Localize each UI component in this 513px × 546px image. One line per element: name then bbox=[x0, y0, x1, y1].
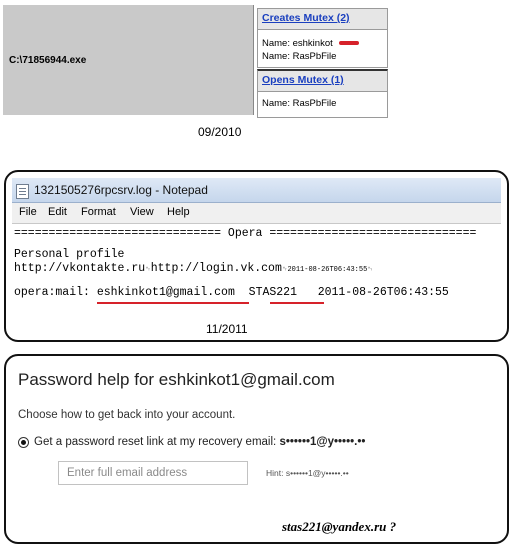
menu-view[interactable]: View bbox=[130, 206, 154, 218]
opens-mutex-link[interactable]: Opens Mutex (1) bbox=[262, 74, 344, 86]
date-caption-2011: 11/2011 bbox=[206, 322, 248, 336]
recovery-email-radio[interactable] bbox=[18, 437, 29, 448]
annotation-guess: stas221@yandex.ru ? bbox=[282, 519, 397, 534]
menu-file[interactable]: File bbox=[19, 206, 37, 218]
red-highlight-mark bbox=[339, 41, 359, 45]
password-help-panel bbox=[4, 354, 509, 544]
email-underline bbox=[97, 302, 249, 304]
menu-help[interactable]: Help bbox=[167, 206, 190, 218]
menu-format[interactable]: Format bbox=[81, 206, 116, 218]
exe-path: C:\71856944.exe bbox=[9, 55, 87, 66]
password-underline bbox=[270, 302, 324, 304]
recovery-hint: Hint: s••••••1@y•••••.•• bbox=[266, 468, 349, 478]
notepad-panel bbox=[4, 170, 509, 342]
url-line: http://vkontakte.ru␉http://login.vk.com␉2011-08-26T06:43:55␉ bbox=[14, 262, 373, 275]
notepad-icon bbox=[16, 184, 29, 199]
sandbox-report bbox=[3, 5, 386, 115]
opera-header-line: ============================== Opera ============================== bbox=[14, 227, 477, 240]
window-title: 1321505276rpcsrv.log - Notepad bbox=[34, 183, 208, 197]
full-email-input[interactable] bbox=[58, 461, 248, 485]
mail-line: opera:mail: eshkinkot1@gmail.com STAS221 2011-08-26T06:43:55 bbox=[14, 286, 449, 299]
mutex-name-1: Name: eshkinkot bbox=[258, 37, 387, 50]
opens-mutex-name: Name: RasPbFile bbox=[262, 98, 337, 109]
masked-recovery-email: s••••••1@y•••••.•• bbox=[279, 436, 366, 448]
recovery-option-label[interactable]: Get a password reset link at my recovery email: s••••••1@y•••••.•• bbox=[34, 436, 366, 448]
date-caption-2010: 09/2010 bbox=[198, 125, 242, 139]
executable-cell bbox=[3, 5, 254, 115]
profile-line: Personal profile bbox=[14, 248, 125, 261]
password-help-title: Password help for eshkinkot1@gmail.com bbox=[18, 370, 335, 389]
creates-mutex-link[interactable]: Creates Mutex (2) bbox=[262, 12, 350, 24]
mutex-name-2: Name: RasPbFile bbox=[262, 51, 337, 62]
menu-edit[interactable]: Edit bbox=[48, 206, 67, 218]
opens-mutex-box bbox=[257, 69, 388, 118]
mail-email: eshkinkot1@gmail.com bbox=[96, 286, 235, 299]
password-help-subtitle: Choose how to get back into your account. bbox=[18, 409, 236, 421]
creates-mutex-box bbox=[257, 8, 388, 68]
mail-timestamp: 2011-08-26T06:43:55 bbox=[317, 286, 449, 299]
mail-password: STAS221 bbox=[248, 286, 297, 299]
log-text-area[interactable] bbox=[14, 227, 501, 327]
menu-bar bbox=[12, 203, 501, 224]
notepad-titlebar[interactable] bbox=[12, 178, 501, 203]
